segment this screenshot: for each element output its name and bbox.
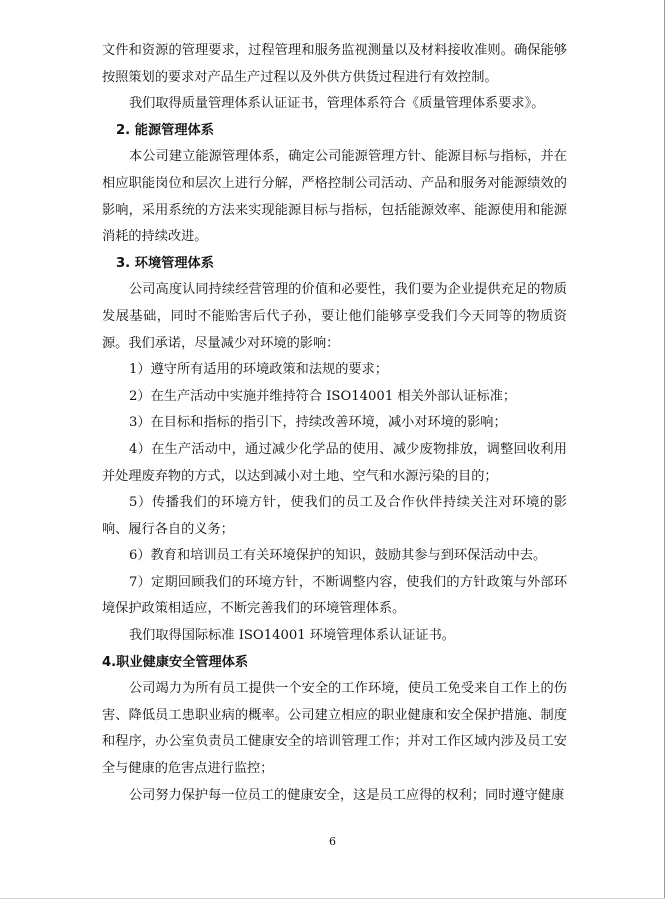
paragraph-iso-cert: 我们取得国际标准 ISO14001 环境管理体系认证证书。 <box>129 628 455 644</box>
paragraph-intro: 文件和资源的管理要求，过程管理和服务监视测量以及材料接收准则。确保能够按照策划的要求对产品生产过程以及外供方供货过程进行有效控制。 <box>102 43 567 85</box>
paragraph-environment: 公司高度认同持续经营管理的价值和必要性，我们要为企业提供充足的物质发展基础，同时不能贻害后代子孙，要让他们能够享受我们今天同等的物质资源。我们承诺，尽量减少对环境的影响： <box>102 282 567 351</box>
list-item-6: 6）教育和培训员工有关环境保护的知识，鼓励其参与到环保活动中去。 <box>129 548 547 564</box>
heading-energy: 2. 能源管理体系 <box>116 122 214 138</box>
list-item-1: 1）遵守所有适用的环境政策和法规的要求； <box>129 362 388 378</box>
paragraph-ohs: 公司竭力为所有员工提供一个安全的工作环境，使员工免受来自工作上的伤害、降低员工患职业病的概率。公司建立相应的职业健康和安全保护措施、制度和程序，办公室负责员工健康安全的培训管理工作；并对工作区域内涉及员工安全与健康的危害点进行监控； <box>102 681 567 777</box>
document-body <box>102 38 567 809</box>
heading-environment: 3. 环境管理体系 <box>116 255 214 271</box>
paragraph-energy: 本公司建立能源管理体系，确定公司能源管理方针、能源目标与指标，并在相应职能岗位和层次上进行分解，严格控制公司活动、产品和服务对能源绩效的影响，采用系统的方法来实现能源目标与指标，包括能源效率、能源使用和能源消耗的持续改进。 <box>102 149 567 245</box>
list-item-7: 7）定期回顾我们的环境方针，不断调整内容，使我们的方针政策与外部环境保护政策相适应，不断完善我们的环境管理体系。 <box>102 574 567 617</box>
list-item-2: 2）在生产活动中实施并维持符合 ISO14001 相关外部认证标准； <box>129 388 517 404</box>
paragraph-quality-cert: 我们取得质量管理体系认证证书，管理体系符合《质量管理体系要求》。 <box>129 96 545 112</box>
heading-ohs: 4.职业健康安全管理体系 <box>102 654 249 670</box>
list-item-4: 4）在生产活动中，通过减少化学品的使用、减少废物排放，调整回收利用并处理废弃物的方式，以达到减小对土地、空气和水源污染的目的； <box>102 441 567 484</box>
list-item-5: 5）传播我们的环境方针，使我们的员工及合作伙伴持续关注对环境的影响、履行各自的义务； <box>102 495 567 537</box>
page-number: 6 <box>329 835 336 848</box>
list-item-3: 3）在目标和指标的指引下，持续改善环境，减小对环境的影响； <box>129 415 507 431</box>
paragraph-ohs-2: 公司努力保护每一位员工的健康安全，这是员工应得的权利；同时遵守健康 <box>129 787 565 803</box>
